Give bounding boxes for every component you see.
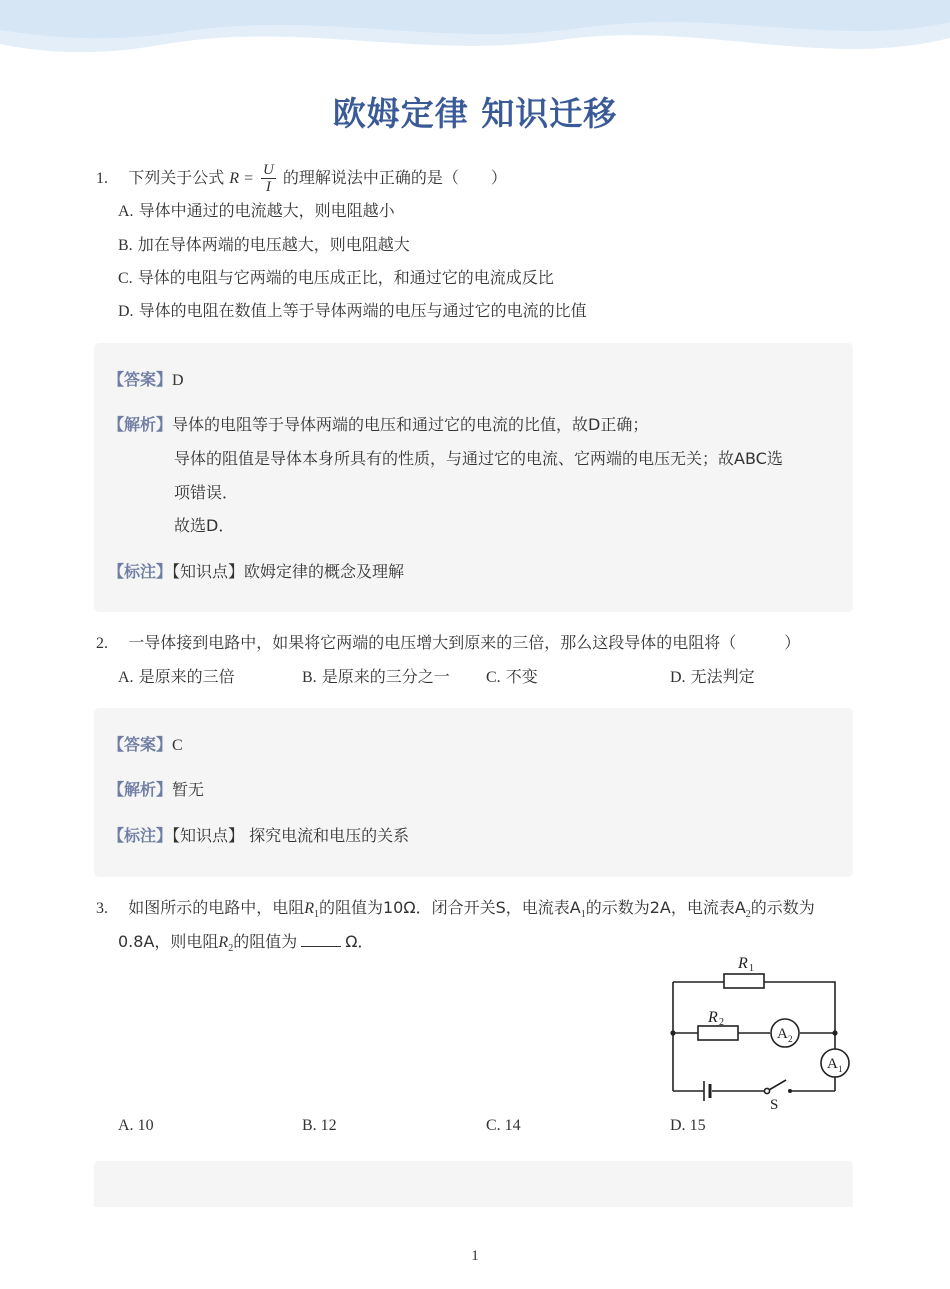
- answer-box-2: [94, 708, 853, 877]
- answer-value: C: [172, 737, 183, 754]
- option-d[interactable]: [118, 298, 587, 321]
- option-a[interactable]: [118, 198, 395, 221]
- a1-label-sub: 1: [838, 1064, 843, 1074]
- option-letter: D.: [670, 669, 686, 686]
- note-text: 【知识点】 探究电流和电压的关系: [172, 826, 410, 845]
- option-letter: C.: [486, 1117, 501, 1134]
- option-letter: B.: [118, 237, 133, 254]
- analysis-line: 导体的阻值是导体本身所具有的性质，与通过它的电流、它两端的电压无关；故ABC选: [174, 449, 783, 468]
- note-row: [108, 559, 404, 582]
- answer-blank[interactable]: [301, 946, 341, 947]
- answer-row: [108, 732, 183, 755]
- question-text: 的示数为: [750, 898, 815, 917]
- note-tag: 【标注】: [108, 562, 173, 581]
- option-letter: C.: [118, 270, 133, 287]
- question-number: 3.: [96, 900, 108, 917]
- option-c[interactable]: [486, 664, 538, 687]
- analysis-tag: 【解析】: [108, 415, 173, 434]
- question-number: 1.: [96, 170, 108, 187]
- fraction-numerator: U: [262, 162, 274, 178]
- analysis-row: [108, 777, 204, 800]
- option-d[interactable]: [670, 664, 755, 687]
- note-row: [108, 823, 409, 846]
- option-b[interactable]: [118, 232, 410, 255]
- question-text: 一导体接到电路中，如果将它两端的电压增大到原来的三倍，那么这段导体的电阻将（ ）: [128, 633, 801, 652]
- option-text: 10: [137, 1117, 154, 1134]
- symbol-r2: R: [218, 934, 229, 951]
- option-text: 14: [504, 1117, 521, 1134]
- question-text: 0.8A，则电阻: [118, 932, 219, 951]
- question-text: 的理解说法中正确的是（ ）: [282, 168, 507, 187]
- question-2-stem: [96, 630, 800, 653]
- question-text: 的阻值为: [233, 932, 298, 951]
- formula-fraction: [261, 162, 276, 195]
- symbol-r1: R: [304, 900, 314, 917]
- question-text: 的阻值为10Ω．闭合开关S，电流表A: [318, 898, 581, 917]
- circuit-diagram: [660, 950, 860, 1115]
- switch-label: S: [770, 1097, 779, 1113]
- question-text: 如图所示的电路中，电阻: [128, 898, 305, 917]
- answer-box-3: [94, 1161, 853, 1207]
- option-letter: B.: [302, 1117, 317, 1134]
- page-number: 1: [471, 1248, 479, 1264]
- answer-value: D: [172, 372, 184, 389]
- question-3-stem: [96, 895, 815, 920]
- answer-tag: 【答案】: [108, 370, 173, 389]
- question-3-stem-line2: [118, 929, 373, 954]
- option-text: 导体的电阻在数值上等于导体两端的电压与通过它的电流的比值: [138, 301, 587, 320]
- question-1-stem: [96, 160, 507, 196]
- option-text: 不变: [505, 667, 538, 686]
- question-text: Ω．: [345, 932, 374, 951]
- option-letter: B.: [302, 669, 317, 686]
- option-letter: D.: [670, 1117, 686, 1134]
- answer-box-1: [94, 343, 853, 612]
- option-text: 加在导体两端的电压越大，则电阻越大: [137, 235, 410, 254]
- analysis-line: 项错误．: [174, 483, 239, 502]
- analysis-row: [108, 412, 648, 435]
- a2-label-sub: 2: [788, 1034, 793, 1044]
- analysis-line: 导体的电阻等于导体两端的电压和通过它的电流的比值，故D正确；: [172, 415, 649, 434]
- option-b[interactable]: [302, 664, 450, 687]
- option-letter: A.: [118, 203, 134, 220]
- page-title: 欧姆定律 知识迁移: [332, 94, 618, 133]
- answer-row: [108, 367, 184, 390]
- option-letter: A.: [118, 1117, 134, 1134]
- option-a[interactable]: [118, 664, 235, 687]
- option-c[interactable]: [118, 265, 554, 288]
- question-number: 2.: [96, 635, 108, 652]
- option-c[interactable]: [486, 1117, 521, 1135]
- option-text: 导体的电阻与它两端的电压成正比，和通过它的电流成反比: [137, 268, 554, 287]
- note-text: 【知识点】欧姆定律的概念及理解: [172, 562, 405, 581]
- r2-label-sub: 2: [719, 1017, 724, 1028]
- answer-tag: 【答案】: [108, 735, 173, 754]
- option-letter: A.: [118, 669, 134, 686]
- subscript: 2: [228, 943, 234, 955]
- option-d[interactable]: [670, 1117, 706, 1135]
- subscript: 1: [313, 909, 319, 921]
- option-text: 无法判定: [690, 667, 755, 686]
- formula-lhs: R =: [229, 170, 254, 187]
- option-text: 是原来的三分之一: [321, 667, 450, 686]
- analysis-tag: 【解析】: [108, 780, 173, 799]
- a2-label: A: [777, 1026, 788, 1042]
- option-b[interactable]: [302, 1117, 337, 1135]
- option-letter: D.: [118, 303, 134, 320]
- option-text: 12: [320, 1117, 337, 1134]
- fraction-denominator: I: [265, 179, 271, 195]
- r1-label: R: [738, 955, 748, 972]
- option-a[interactable]: [118, 1117, 154, 1135]
- question-text: 下列关于公式: [128, 168, 225, 187]
- question-text: 的示数为2A，电流表A: [585, 898, 746, 917]
- subscript: 2: [745, 909, 751, 921]
- option-letter: C.: [486, 669, 501, 686]
- header-wave-decoration: [0, 0, 950, 70]
- r1-label-sub: 1: [749, 963, 754, 974]
- note-tag: 【标注】: [108, 826, 173, 845]
- subscript: 1: [580, 909, 586, 921]
- a1-label: A: [827, 1056, 838, 1072]
- option-text: 是原来的三倍: [138, 667, 235, 686]
- r2-label: R: [708, 1009, 718, 1026]
- option-text: 导体中通过的电流越大，则电阻越小: [138, 201, 395, 220]
- option-text: 15: [689, 1117, 706, 1134]
- analysis-text: 暂无: [172, 780, 205, 799]
- analysis-line: 故选D．: [174, 516, 235, 535]
